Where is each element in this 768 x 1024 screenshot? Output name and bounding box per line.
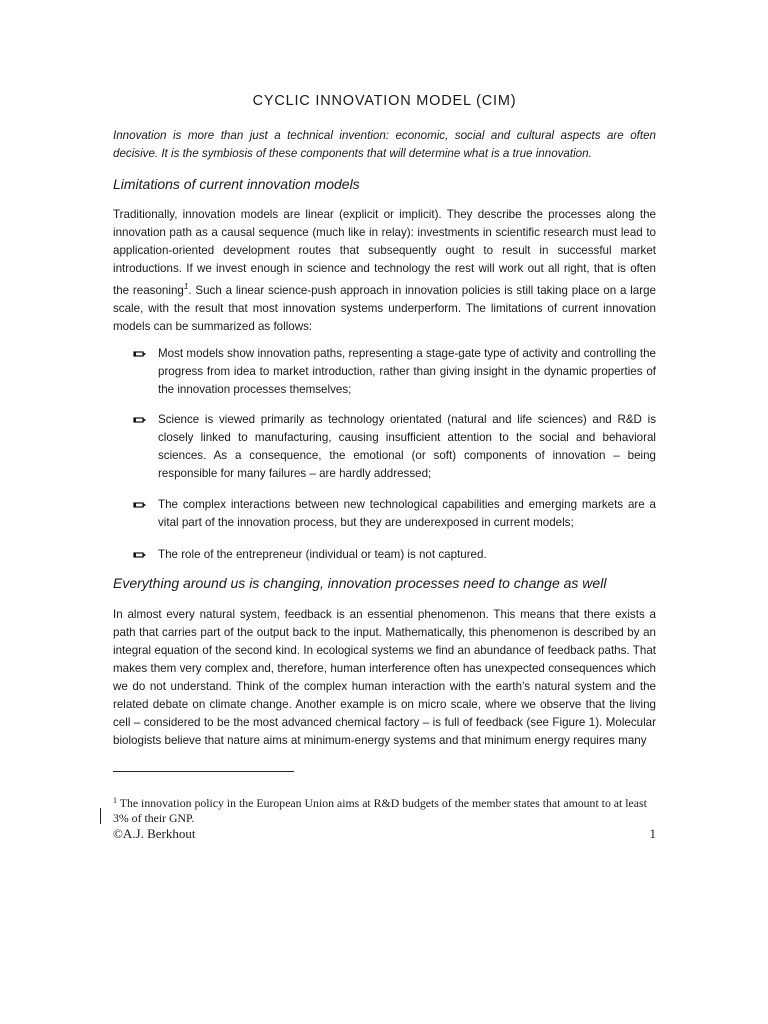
list-item	[133, 546, 656, 564]
list-item	[133, 345, 656, 399]
paragraph-text: Traditionally, innovation models are linear (explicit or implicit). They describe the processes along the innovation path as a causal sequence (much like in relay): investments in scientific research must lead to application-oriented development routes that subsequently ought to result in successful market introductions. If we invest enough in science and technology the rest will work out all right, that is often the reasoning	[113, 208, 656, 297]
pencil-bullet-icon	[133, 415, 147, 425]
paragraph-feedback: In almost every natural system, feedback is an essential phenomenon. This means that there exists a path that carries part of the output back to the input. Mathematically, this phenomenon is described by an integral equation of the second kind. In ecological systems we find an abundance of feedback paths. That makes them very complex and, therefore, human interference often has unexpected consequences which we do not understand. Think of the complex human interaction with the earth's natural system and the related debate on climate change. Another example is on micro scale, where we observe that the living cell – considered to be the most advanced chemical factory – is full of feedback (see Figure 1). Molecular biologists believe that nature aims at minimum-energy systems and that minimum energy requires many	[113, 608, 656, 747]
footnote-divider	[113, 771, 294, 772]
section-heading-change: Everything around us is changing, innovation processes need to change as well	[113, 575, 607, 591]
list-item-text: The complex interactions between new technological capabilities and emerging markets are a vital part of the innovation process, but they are underexposed in current models;	[158, 498, 656, 529]
footnote	[113, 793, 656, 826]
page-number: 1	[649, 826, 656, 841]
pencil-bullet-icon	[133, 550, 147, 560]
paragraph-limitations	[113, 206, 656, 336]
paragraph-text-continued: . Such a linear science-push approach in innovation policies is still taking place on a large scale, with the result that most innovation systems underperform. The limitations of current innovation models can be summarized as follows:	[113, 284, 656, 333]
section-heading-limitations: Limitations of current innovation models	[113, 176, 360, 192]
list-item	[133, 496, 656, 532]
list-item-text: Most models show innovation paths, representing a stage-gate type of activity and controlling the progress from idea to market introduction, rather than giving insight in the dynamic properties of the innovation processes themselves;	[158, 347, 656, 396]
pencil-bullet-icon	[133, 500, 147, 510]
footnote-text: The innovation policy in the European Union aims at R&D budgets of the member states that amount to at least 3% of their GNP.	[113, 796, 647, 825]
page-title: CYCLIC INNOVATION MODEL (CIM)	[252, 93, 517, 109]
list-item-text: Science is viewed primarily as technology orientated (natural and life sciences) and R&D is closely linked to manufacturing, causing insufficient attention to the social and behavioral sciences. As a consequence, the emotional (or soft) components of innovation – being responsible for many failures – are hardly addressed;	[158, 413, 656, 480]
pencil-bullet-icon	[133, 349, 147, 359]
revision-bar	[100, 808, 101, 824]
footnote-reference[interactable]: 1	[183, 282, 189, 291]
list-item	[133, 411, 656, 483]
footnote-marker: 1	[113, 796, 117, 805]
copyright: ©A.J. Berkhout	[113, 826, 196, 841]
list-item-text: The role of the entrepreneur (individual or team) is not captured.	[158, 548, 487, 561]
intro-text: Innovation is more than just a technical invention: economic, social and cultural aspects are often decisive. It is the symbiosis of these components that will determine what is a true innovation.	[113, 129, 656, 160]
